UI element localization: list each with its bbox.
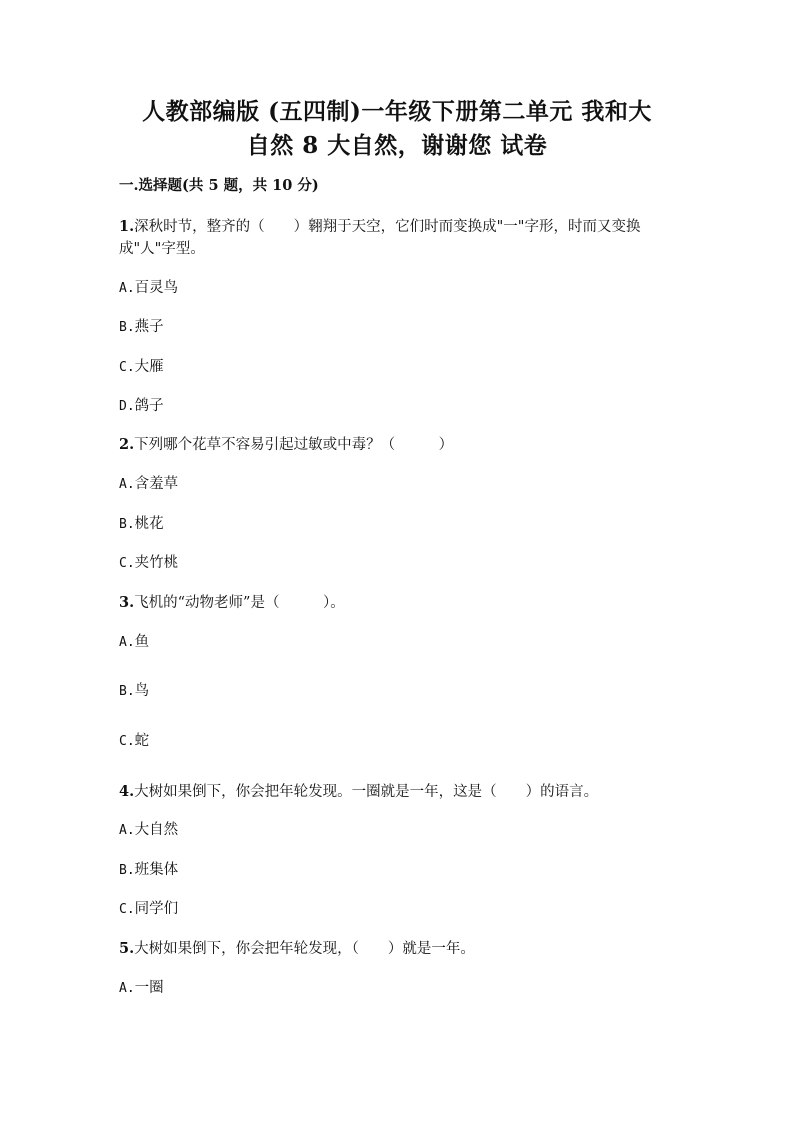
question-1-option-a[interactable]	[119, 278, 178, 299]
question-text: 飞机的“动物老师”是（ ）。	[134, 595, 345, 611]
option-letter: A.	[119, 477, 135, 492]
option-letter: C.	[119, 902, 135, 917]
question-2	[119, 434, 679, 456]
option-text: 燕子	[134, 319, 164, 335]
option-letter: B.	[119, 863, 135, 878]
question-1-option-b[interactable]	[119, 317, 164, 338]
option-letter: A.	[119, 981, 135, 996]
option-letter: A.	[119, 635, 135, 650]
option-text: 桃花	[134, 516, 164, 532]
page-title-line-1: 人教部编版 (五四制)一年级下册第二单元 我和大	[142, 98, 652, 125]
question-3	[119, 592, 679, 614]
question-2-option-b[interactable]	[119, 514, 164, 535]
question-text: 大树如果倒下，你会把年轮发现，（ ）就是一年。	[134, 941, 475, 957]
option-text: 鸟	[134, 683, 150, 699]
option-letter: B.	[119, 517, 135, 532]
question-5-option-a[interactable]	[119, 978, 164, 999]
section-heading: 一.选择题(共 5 题，共 10 分)	[119, 177, 319, 194]
option-text: 鱼	[134, 634, 150, 650]
question-number: 4.	[119, 783, 135, 800]
question-2-option-a[interactable]	[119, 474, 178, 495]
page-title-line-2: 自然 8 大自然，谢谢您 试卷	[246, 132, 548, 159]
option-text: 含羞草	[134, 476, 179, 492]
option-text: 夹竹桃	[134, 555, 179, 571]
question-number: 3.	[119, 594, 135, 611]
question-number: 5.	[119, 940, 135, 957]
question-text: 大树如果倒下，你会把年轮发现。一圈就是一年，这是（ ）的语言。	[134, 784, 599, 800]
question-number: 1.	[119, 218, 135, 235]
question-4-option-a[interactable]	[119, 820, 178, 841]
option-letter: B.	[119, 320, 135, 335]
question-5	[119, 938, 679, 960]
option-letter: C.	[119, 360, 135, 375]
option-letter: C.	[119, 556, 135, 571]
question-2-option-c[interactable]	[119, 553, 178, 574]
question-1-option-d[interactable]	[119, 396, 164, 417]
question-3-option-a[interactable]	[119, 632, 149, 653]
option-text: 一圈	[134, 980, 164, 996]
option-text: 鸽子	[134, 398, 164, 414]
option-letter: B.	[119, 684, 135, 699]
question-text: 深秋时节，整齐的（ ）翱翔于天空，它们时而变换成"一"字形，时而又变换成"人"字型。	[119, 219, 641, 257]
question-4-option-b[interactable]	[119, 860, 178, 881]
question-number: 2.	[119, 436, 135, 453]
option-text: 蛇	[134, 733, 150, 749]
option-text: 同学们	[134, 901, 179, 917]
option-text: 班集体	[134, 862, 179, 878]
question-4	[119, 781, 679, 803]
question-4-option-c[interactable]	[119, 899, 178, 920]
option-letter: A.	[119, 823, 135, 838]
option-letter: C.	[119, 734, 135, 749]
question-1	[119, 216, 679, 260]
option-text: 大雁	[134, 359, 164, 375]
option-letter: A.	[119, 281, 135, 296]
option-text: 百灵鸟	[134, 280, 179, 296]
question-3-option-c[interactable]	[119, 731, 149, 752]
option-text: 大自然	[134, 822, 179, 838]
question-text: 下列哪个花草不容易引起过敏或中毒？（ ）	[134, 437, 454, 453]
question-1-option-c[interactable]	[119, 357, 164, 378]
option-letter: D.	[119, 399, 135, 414]
question-3-option-b[interactable]	[119, 681, 149, 702]
